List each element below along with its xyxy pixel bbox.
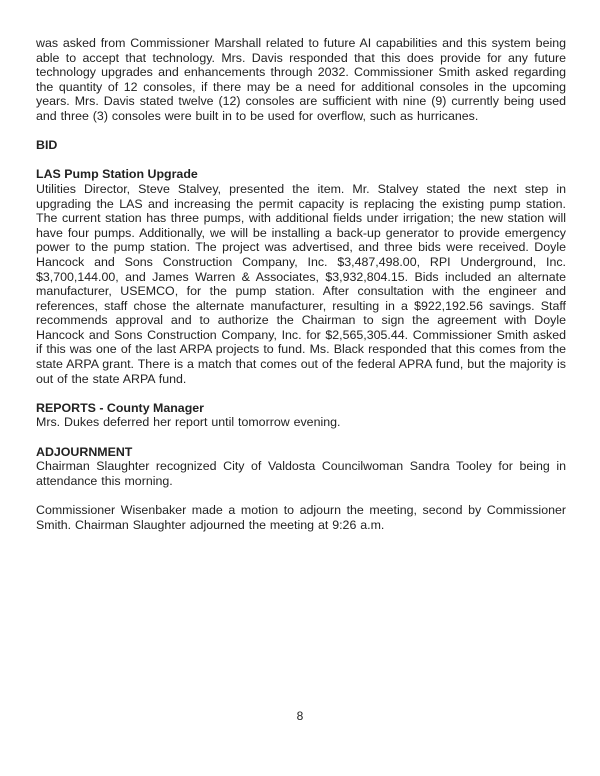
page-number: 8 bbox=[296, 709, 304, 723]
heading-reports-county-manager: REPORTS - County Manager bbox=[36, 400, 204, 415]
spacer bbox=[36, 488, 566, 503]
heading-las-pump-station: LAS Pump Station Upgrade bbox=[36, 167, 198, 182]
paragraph-reports: Mrs. Dukes deferred her report until tomorrow evening. bbox=[36, 415, 341, 430]
spacer bbox=[36, 386, 566, 401]
spacer bbox=[36, 430, 566, 445]
paragraph-las-pump-station: Utilities Director, Steve Stalvey, presented the item. Mr. Stalvey stated the next step in upgrading the LAS and increasing the permit capacity is replacing the existing pump station. The current station has three pumps, with additional fields under irrigation; the new station will have four pumps. Additionally, we will be installing a back-up generator to provide emergency power to the pump station. The project was advertised, and three bids were received. Doyle Hancock and Sons Construction Company, Inc. $3,487,498.00, RPI Underground, Inc. $3,700,144.00, and James Warren & Associates, $3,932,804.15. Bids included an alternate manufacturer, USEMCO, for the pump station. After consultation with the engineer and references, staff chose the alternate manufacturer, resulting in a $922,192.56 savings. Staff recommends approval and to authorize the Chairman to sign the agreement with Doyle Hancock and Sons Construction Company, Inc. for $2,565,305.44. Commissioner Smith asked if this was one of the last ARPA projects to fund. Ms. Black responded that this comes from the state ARPA grant. There is a match that comes out of the federal APRA fund, but the majority is out of the state ARPA fund. bbox=[36, 181, 566, 386]
paragraph-ai-consoles: was asked from Commissioner Marshall related to future AI capabilities and this system being able to accept that technology. Mrs. Davis responded that this does provide for any future technology upgrades and enhancements through 2032. Commissioner Smith asked regarding the quantity of 12 consoles, if there may be a need for additional consoles in the upcoming years. Mrs. Davis stated twelve (12) consoles are sufficient with nine (9) currently being used and three (3) consoles were built in to be used for overflow, such as hurricanes. bbox=[36, 36, 566, 123]
spacer bbox=[36, 153, 566, 168]
heading-adjournment: ADJOURNMENT bbox=[36, 444, 133, 459]
paragraph-adjournment-2: Commissioner Wisenbaker made a motion to adjourn the meeting, second by Commissioner Smith. Chairman Slaughter adjourned the meeting at 9:26 a.m. bbox=[36, 503, 566, 532]
heading-bid: BID bbox=[36, 138, 58, 153]
spacer bbox=[36, 124, 566, 139]
page-content bbox=[36, 36, 566, 532]
paragraph-adjournment-1: Chairman Slaughter recognized City of Valdosta Councilwoman Sandra Tooley for being in attendance this morning. bbox=[36, 459, 566, 488]
